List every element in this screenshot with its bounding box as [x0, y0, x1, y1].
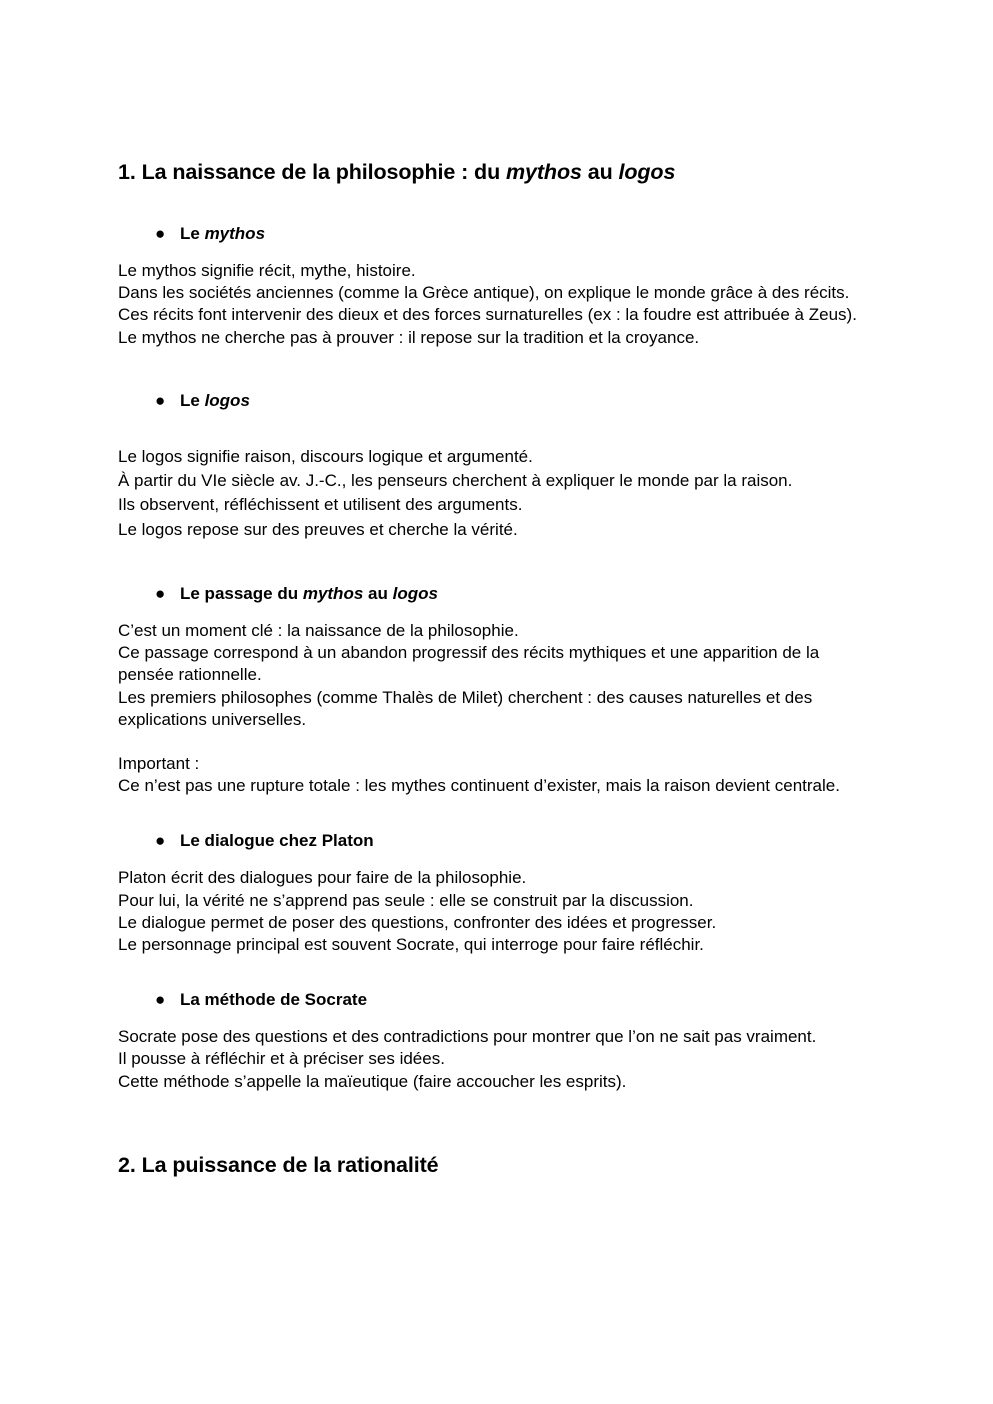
paragraph-line: Le logos repose sur des preuves et cherche la vérité. [118, 519, 518, 539]
bullet-heading-la-methode-de-socrate [118, 988, 878, 1012]
paragraph-line: Platon écrit des dialogues pour faire de la philosophie. [118, 868, 527, 888]
paragraph-line: Le mythos signifie récit, mythe, histoire. [118, 261, 416, 280]
paragraph-line: Dans les sociétés anciennes (comme la Grèce antique), on explique le monde grâce à des récits. [118, 283, 850, 303]
bullet-heading-text-plain: Le [180, 390, 205, 410]
bullet-heading-le-dialogue-chez-platon [118, 829, 878, 853]
spacer [118, 797, 878, 829]
bullet-heading-text-italic-logos: logos [392, 584, 438, 603]
bullet-heading-text-middle: au [363, 584, 393, 603]
paragraph-le-logos [118, 445, 878, 542]
spacer [118, 731, 878, 753]
paragraph-line: Les premiers philosophes (comme Thalès de Milet) cherchent : des causes naturelles et des explications universelles. [118, 687, 813, 729]
spacer [118, 956, 878, 988]
section-1-heading-part-plain: 1. La naissance de la philosophie : du [118, 160, 506, 184]
top-spacer [118, 0, 878, 158]
bullet-icon: ● [155, 831, 166, 851]
bullet-heading-le-mythos [118, 222, 878, 246]
spacer [118, 853, 878, 867]
section-1-heading-connector: au [581, 160, 619, 184]
document-content [118, 0, 878, 1179]
bullet-heading-le-logos [118, 389, 878, 413]
paragraph-line: Socrate pose des questions et des contradictions pour montrer que l’on ne sait pas vraiment. [118, 1027, 817, 1047]
bullet-heading-text-plain: Le passage du [180, 584, 303, 603]
bullet-heading-text-plain: Le dialogue chez Platon [180, 831, 374, 851]
paragraph-le-passage [118, 620, 878, 731]
bullet-heading-text-italic-mythos: mythos [302, 584, 364, 603]
paragraph-le-dialogue-chez-platon [118, 867, 878, 956]
section-heading-2: 2. La puissance de la rationalité [118, 1152, 439, 1177]
spacer [118, 1012, 878, 1026]
bullet-icon: ● [155, 990, 166, 1010]
paragraph-line: Le dialogue permet de poser des questions, confronter des idées et progresser. [118, 912, 717, 932]
note-line: Ce n’est pas une rupture totale : les mythes continuent d’exister, mais la raison devient centrale. [118, 776, 840, 796]
paragraph-line: Le mythos ne cherche pas à prouver : il repose sur la tradition et la croyance. [118, 327, 700, 347]
bullet-heading-le-passage [118, 582, 878, 606]
spacer [118, 246, 878, 260]
bullet-icon: ● [155, 390, 166, 410]
paragraph-line: Le logos signifie raison, discours logique et argumenté. [118, 446, 533, 466]
paragraph-line: Pour lui, la vérité ne s’apprend pas seule : elle se construit par la discussion. [118, 890, 694, 910]
paragraph-la-methode-de-socrate [118, 1026, 878, 1093]
bullet-heading-text-italic: logos [204, 390, 250, 410]
bullet-heading-text-plain: La méthode de Socrate [180, 990, 368, 1010]
spacer [118, 1093, 878, 1151]
paragraph-line: C’est un moment clé : la naissance de la philosophie. [118, 621, 519, 640]
spacer [118, 606, 878, 620]
paragraph-line: Ce passage correspond à un abandon progressif des récits mythiques et une apparition de la pensée rationnelle. [118, 643, 820, 685]
bullet-icon: ● [155, 584, 166, 603]
bullet-heading-text-plain: Le [180, 224, 205, 243]
paragraph-line: Ils observent, réfléchissent et utilisent des arguments. [118, 495, 523, 515]
paragraph-line: Il pousse à réfléchir et à préciser ses idées. [118, 1049, 445, 1069]
paragraph-line: Cette méthode s’appelle la maïeutique (faire accoucher les esprits). [118, 1071, 627, 1091]
paragraph-line: Ces récits font intervenir des dieux et des forces surnaturelles (ex : la foudre est attribuée à Zeus). [118, 305, 857, 325]
bullet-icon: ● [155, 224, 166, 243]
bullet-heading-text-italic: mythos [204, 224, 266, 243]
paragraph-important-note [118, 753, 878, 797]
section-1-heading-italic-mythos: mythos [505, 160, 582, 184]
section-heading-1 [118, 158, 878, 186]
spacer [118, 349, 878, 389]
spacer [118, 186, 878, 222]
section-1-heading-italic-logos: logos [618, 160, 676, 184]
paragraph-le-mythos [118, 260, 878, 349]
spacer [118, 413, 878, 445]
paragraph-line: À partir du VIe siècle av. J.-C., les penseurs cherchent à expliquer le monde par la raison. [118, 471, 793, 491]
spacer [118, 542, 878, 582]
paragraph-line: Le personnage principal est souvent Socrate, qui interroge pour faire réfléchir. [118, 935, 704, 955]
note-label: Important : [118, 754, 200, 774]
